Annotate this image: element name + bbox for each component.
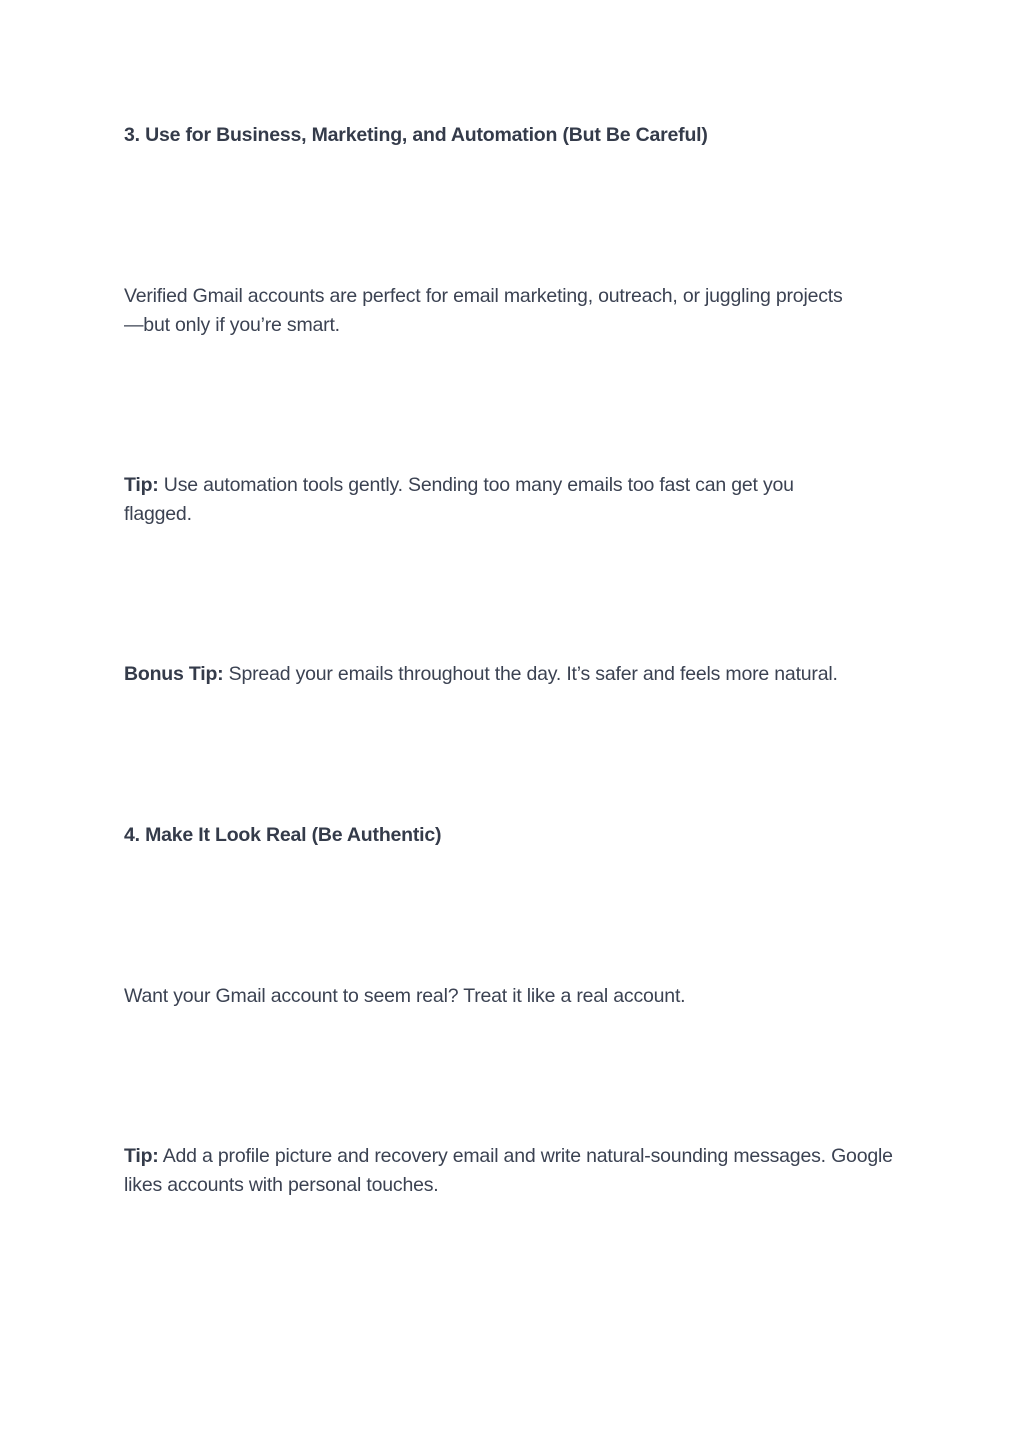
section-4-intro: Want your Gmail account to seem real? Treat it like a real account. bbox=[124, 985, 686, 1007]
tip-label: Tip: bbox=[124, 474, 159, 496]
tip-text: Add a profile picture and recovery email and write natural-sounding messages. Google likes accounts with personal touches. bbox=[124, 1145, 893, 1196]
tip-paragraph-2 bbox=[124, 1142, 899, 1200]
tip-text: Use automation tools gently. Sending too many emails too fast can get you flagged. bbox=[124, 474, 794, 525]
bonus-tip-paragraph bbox=[124, 660, 914, 689]
tip-paragraph bbox=[124, 471, 864, 529]
section-heading-4: 4. Make It Look Real (Be Authentic) bbox=[124, 824, 442, 846]
section-3-intro: Verified Gmail accounts are perfect for email marketing, outreach, or juggling projects—but only if you’re smart. bbox=[124, 285, 843, 336]
bonus-tip-label: Bonus Tip: bbox=[124, 663, 224, 685]
section-heading-3: 3. Use for Business, Marketing, and Automation (But Be Careful) bbox=[124, 124, 708, 146]
tip-label: Tip: bbox=[124, 1145, 159, 1167]
bonus-tip-text: Spread your emails throughout the day. It’s safer and feels more natural. bbox=[223, 663, 838, 685]
